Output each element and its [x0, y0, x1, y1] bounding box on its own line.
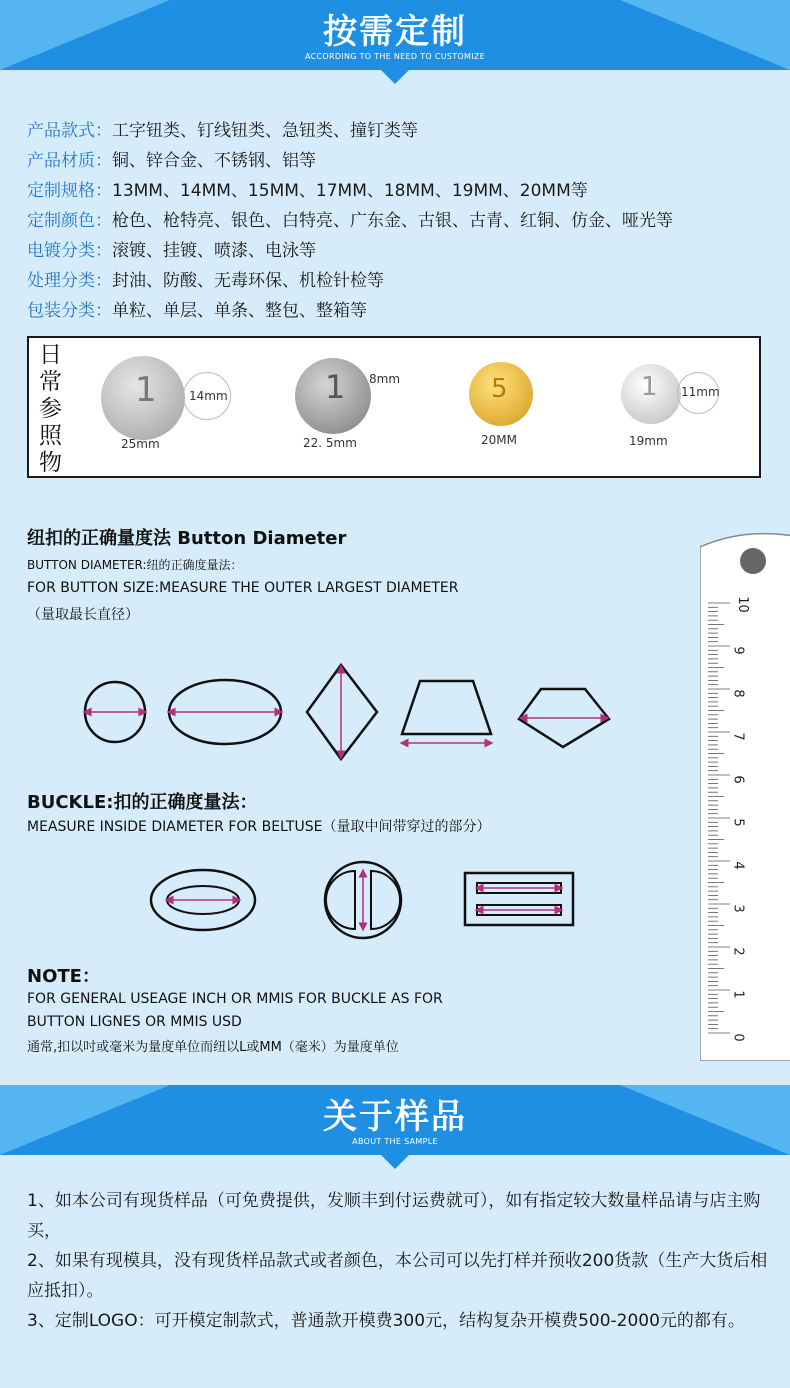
spec-row — [27, 146, 673, 176]
spec-label: 处理分类： — [27, 271, 112, 291]
sample-note: 1、如本公司有现货样品（可免费提供，发顺丰到付运费就可），如有指定较大数量样品请与店主购买， — [27, 1191, 761, 1241]
spec-row — [27, 206, 673, 236]
spec-value: 13MM、14MM、15MM、17MM、18MM、19MM、20MM等 — [112, 181, 588, 201]
ruler-number: 7 — [730, 732, 746, 741]
spec-label: 定制规格： — [27, 181, 112, 201]
ruler-number: 4 — [730, 861, 746, 870]
reference-box — [27, 336, 761, 478]
buckle-line1: MEASURE INSIDE DIAMETER FOR BELTUSE（量取中间带穿过的部分） — [27, 819, 491, 835]
coin-diameter: 20MM — [481, 433, 517, 447]
spec-value: 滚镀、挂镀、喷漆、电泳等 — [112, 241, 316, 261]
note-heading: NOTE： — [27, 966, 100, 987]
round-buckle-shape — [325, 862, 401, 938]
spec-label: 电镀分类： — [27, 241, 112, 261]
ruler-number: 9 — [730, 646, 746, 655]
spec-value: 工字钮类、钉线钮类、急钮类、撞钉类等 — [112, 121, 418, 141]
coin-thickness: 14mm — [189, 389, 228, 403]
button-shapes-diagram — [75, 655, 620, 765]
buckle-heading: BUCKLE:扣的正确度量法： — [27, 792, 258, 813]
round-button-shape — [85, 682, 145, 742]
coin-diameter: 25mm — [121, 437, 160, 451]
spec-row — [27, 116, 673, 146]
banner-subtitle: ACCORDING TO THE NEED TO CUSTOMIZE — [304, 52, 486, 61]
button-diameter-line2: FOR BUTTON SIZE:MEASURE THE OUTER LARGEST DIAMETER — [27, 580, 459, 596]
ruler-number: 0 — [730, 1033, 746, 1042]
banner-sample — [0, 1085, 790, 1155]
coin-face: 1 — [135, 370, 157, 410]
spec-list — [27, 116, 673, 326]
coin-thickness: 8mm — [369, 372, 401, 386]
diamond-button-shape — [307, 665, 377, 759]
spec-label: 包装分类： — [27, 301, 112, 321]
spec-row — [27, 176, 673, 206]
ruler-numbers — [730, 596, 754, 1057]
spec-value: 封油、防酸、无毒环保、机检针检等 — [112, 271, 384, 291]
sample-note: 2、如果有现模具，没有现货样品款式或者颜色，本公司可以先打样并预收200货款（生产大货后相应抵扣）。 — [27, 1251, 768, 1301]
ruler-number: 2 — [730, 947, 746, 956]
spec-label: 定制颜色： — [27, 211, 112, 231]
spec-label: 产品材质： — [27, 151, 112, 171]
spec-row — [27, 296, 673, 326]
reference-label: 日常参照物 — [39, 342, 62, 476]
button-diameter-heading: 纽扣的正确量度法 Button Diameter — [27, 528, 347, 549]
ruler-number: 10 — [734, 596, 750, 613]
coin-diameter: 19mm — [629, 434, 668, 448]
ruler-number: 3 — [730, 904, 746, 913]
spec-row — [27, 236, 673, 266]
trapezoid-button-shape — [402, 681, 491, 743]
banner-title: 按需定制 — [323, 12, 467, 52]
oval-button-shape — [169, 680, 281, 744]
coin-face: 1 — [641, 372, 658, 402]
button-diameter-line3: （量取最长直径） — [27, 607, 139, 623]
sample-notes — [27, 1186, 772, 1336]
spec-label: 产品款式： — [27, 121, 112, 141]
ruler-illustration — [700, 531, 790, 1061]
oval-buckle-shape — [151, 870, 255, 930]
spec-value: 单粒、单层、单条、整包、整箱等 — [112, 301, 367, 321]
spec-row — [27, 266, 673, 296]
coin-face: 5 — [491, 374, 508, 404]
banner-subtitle: ABOUT THE SAMPLE — [352, 1137, 438, 1146]
ruler-number: 6 — [730, 775, 746, 784]
button-diameter-line1: BUTTON DIAMETER:纽的正确度量法： — [27, 558, 243, 572]
banner-customize — [0, 0, 790, 70]
banner-notch — [381, 70, 409, 84]
coin-face: 1 — [325, 368, 346, 406]
note-line2: BUTTON LIGNES OR MMIS USD — [27, 1014, 242, 1030]
coin-diameter: 22. 5mm — [303, 436, 357, 450]
banner-title: 关于样品 — [323, 1097, 467, 1137]
spec-value: 枪色、枪特亮、银色、白特亮、广东金、古银、古青、红铜、仿金、哑光等 — [112, 211, 673, 231]
ruler-number: 5 — [730, 818, 746, 827]
ruler-hole-icon — [740, 548, 766, 574]
coin-thickness: 11mm — [681, 385, 720, 399]
pentagon-button-shape — [519, 689, 609, 747]
ruler-number: 8 — [730, 689, 746, 698]
ruler-number: 1 — [730, 990, 746, 999]
note-line3: 通常,扣以吋或毫米为量度单位而纽以L或MM（毫米）为量度单位 — [27, 1040, 399, 1055]
sample-note: 3、定制LOGO：可开模定制款式，普通款开模费300元，结构复杂开模费500-2000元的都有。 — [27, 1311, 745, 1331]
rectangle-buckle-shape — [465, 873, 573, 925]
note-line1: FOR GENERAL USEAGE INCH OR MMIS FOR BUCKLE AS FOR — [27, 991, 443, 1007]
banner-notch — [381, 1155, 409, 1169]
spec-value: 铜、锌合金、不锈钢、铝等 — [112, 151, 316, 171]
buckle-shapes-diagram — [145, 855, 585, 945]
